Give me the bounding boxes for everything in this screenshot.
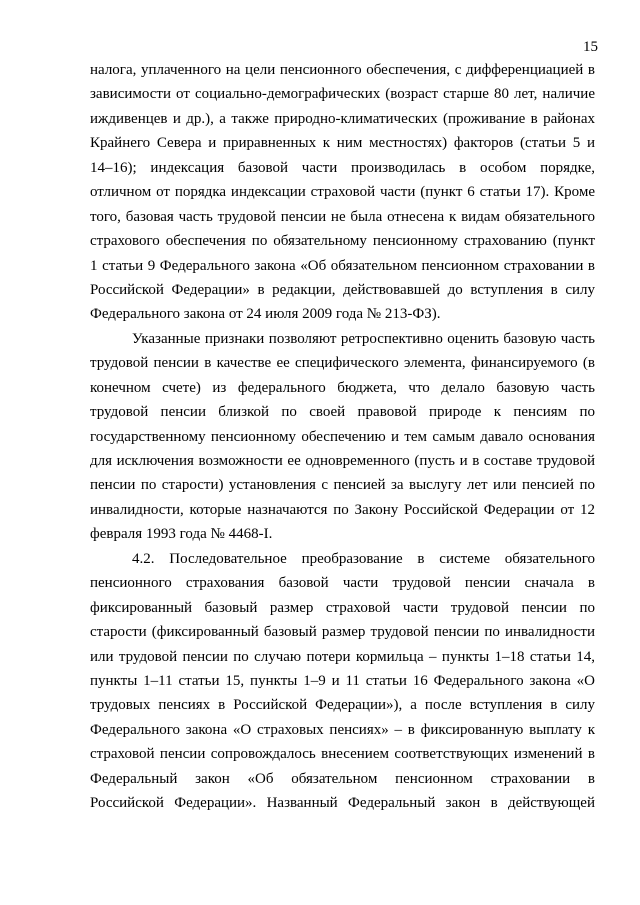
text-line: конечном счете) из федерального бюджета, что делало базовую часть	[90, 379, 595, 396]
text-line: страхового обеспечения по обязательному пенсионному страхованию (пункт	[90, 233, 595, 250]
text-line: трудовой пенсии близкой по своей правовой природе к пенсиям по	[90, 404, 595, 421]
text-line: государственному пенсионному обеспечению и тем самым давало основания	[90, 428, 595, 445]
text-line: трудовой пенсии в качестве ее специфического элемента, финансируемого (в	[90, 355, 595, 372]
document-body	[90, 58, 595, 816]
text-line: или трудовой пенсии по случаю потери кормильца – пункты 1–18 статьи 14,	[90, 648, 595, 665]
text-line: Российской Федерации». Названный Федеральный закон в действующей	[90, 795, 595, 812]
text-line: 4.2. Последовательное преобразование в системе обязательного	[132, 550, 595, 567]
text-line: трудовых пенсиях в Российской Федерации»), а после вступления в силу	[90, 697, 595, 714]
text-line: налога, уплаченного на цели пенсионного обеспечения, с дифференциацией в	[90, 62, 595, 78]
text-line: Федеральный закон «Об обязательном пенсионном страховании в	[90, 770, 595, 787]
text-line: иждивенцев и др.), а также природно-климатических (проживание в районах	[90, 110, 595, 127]
text-line: страховой пенсии сопровождалось внесением соответствующих изменений в	[90, 746, 595, 763]
text-line: отличном от порядка индексации страховой части (пункт 6 статьи 17). Кроме	[90, 184, 595, 201]
text-line: 14–16); индексация базовой части производилась в особом порядке,	[90, 159, 595, 176]
text-line: Крайнего Севера и приравненных к ним местностях) факторов (статьи 5 и	[90, 135, 595, 152]
text-line: пенсионного страхования базовой части трудовой пенсии сначала в	[90, 575, 595, 592]
text-line: Федерального закона от 24 июля 2009 года № 213-ФЗ).	[90, 306, 441, 323]
text-line: февраля 1993 года № 4468-I.	[90, 526, 273, 543]
text-line: пункты 1–11 статьи 15, пункты 1–9 и 11 статьи 16 Федерального закона «О	[90, 672, 595, 689]
text-line: Российской Федерации» в редакции, действовавшей до вступления в силу	[90, 281, 595, 298]
page-number: 15	[583, 39, 598, 55]
text-line: зависимости от социально-демографических (возраст старше 80 лет, наличие	[90, 86, 595, 103]
text-line: пенсии по старости) установления с пенсией за выслугу лет или пенсией по	[90, 477, 595, 494]
text-line: того, базовая часть трудовой пенсии не была отнесена к видам обязательного	[90, 208, 595, 225]
text-line: для исключения возможности ее одновременного (пусть и в составе трудовой	[90, 453, 595, 469]
text-line: старости (фиксированный базовый размер трудовой пенсии по инвалидности	[90, 624, 595, 641]
text-line: инвалидности, которые назначаются по Закону Российской Федерации от 12	[90, 501, 595, 518]
text-line: 1 статьи 9 Федерального закона «Об обязательном пенсионном страховании в	[90, 257, 595, 274]
text-line: фиксированный базовый размер страховой части трудовой пенсии по	[90, 599, 595, 616]
text-line: Федерального закона «О страховых пенсиях» – в фиксированную выплату к	[90, 721, 595, 738]
text-line: Указанные признаки позволяют ретроспективно оценить базовую часть	[132, 330, 595, 347]
